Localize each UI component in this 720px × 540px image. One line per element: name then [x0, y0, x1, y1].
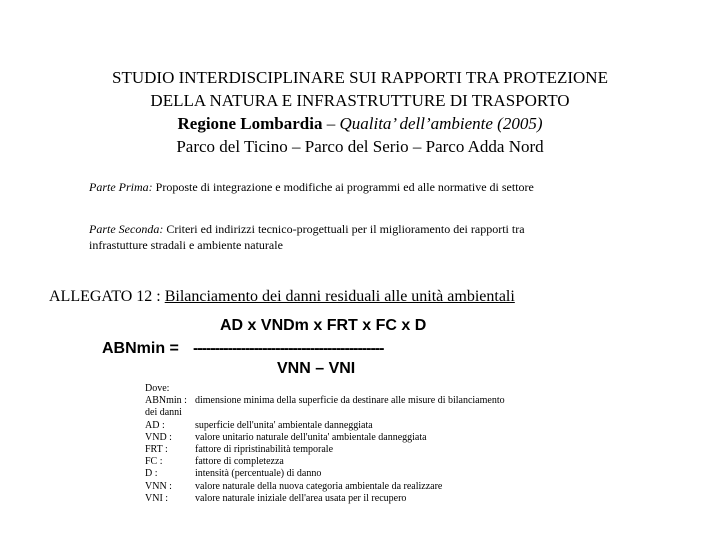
legend-item — [145, 407, 545, 419]
legend-item — [145, 481, 545, 493]
formula-legend — [145, 383, 545, 505]
legend-term: ABNmin : — [145, 395, 187, 407]
legend-term: FC : — [145, 456, 163, 468]
legend-item — [145, 468, 545, 480]
title-line-1: STUDIO INTERDISCIPLINARE SUI RAPPORTI TRA PROTEZIONE — [112, 68, 608, 87]
attachment-prefix: ALLEGATO 12 : — [49, 288, 165, 305]
legend-desc: valore naturale iniziale dell'area usata per il recupero — [195, 492, 407, 504]
title-line-3 — [40, 112, 680, 135]
legend-term: D : — [145, 468, 158, 480]
legend-item — [145, 420, 545, 432]
legend-desc: intensità (percentuale) di danno — [195, 468, 322, 480]
part-two — [89, 221, 569, 253]
legend-desc: fattore di completezza — [195, 456, 284, 468]
legend-item — [145, 493, 545, 505]
legend-item — [145, 456, 545, 468]
legend-item — [145, 432, 545, 444]
title-line-4: Parco del Ticino – Parco del Serio – Parco Adda Nord — [176, 137, 544, 156]
attachment-title: Bilanciamento dei danni residuali alle unità ambientali — [164, 288, 515, 305]
legend-item — [145, 395, 545, 407]
title-line-2: DELLA NATURA E INFRASTRUTTURE DI TRASPORTO — [150, 91, 570, 110]
region-name: Regione Lombardia — [177, 114, 323, 133]
legend-term: VND : — [145, 431, 172, 443]
legend-term: AD : — [145, 419, 165, 431]
formula-lhs: ABNmin = — [102, 340, 179, 357]
legend-term: FRT : — [145, 444, 168, 456]
formula-fraction-bar: -------------------------------------------- — [193, 340, 384, 357]
part-two-label: Parte Seconda: — [89, 222, 164, 236]
part-one — [89, 179, 569, 195]
legend-desc: valore unitario naturale dell'unita' ambientale danneggiata — [195, 431, 427, 443]
part-one-label: Parte Prima: — [89, 180, 153, 194]
part-two-text: Criteri ed indirizzi tecnico-progettuali per il miglioramento dei rapporti tra infrastutture stradali e ambiente naturale — [89, 222, 525, 252]
formula-denominator: VNN – VNI — [277, 360, 356, 377]
title-separator: – — [322, 114, 340, 133]
attachment-heading — [49, 288, 515, 306]
legend-desc: superficie dell'unita' ambientale danneggiata — [195, 419, 373, 431]
legend-desc: dei danni — [145, 407, 182, 419]
legend-item — [145, 444, 545, 456]
formula-numerator: AD x VNDm x FRT x FC x D — [220, 317, 427, 334]
legend-desc: dimensione minima della superficie da destinare alle misure di bilanciamento — [195, 395, 505, 407]
legend-term: VNI : — [145, 492, 169, 504]
legend-desc: fattore di ripristinabilità temporale — [195, 444, 334, 456]
legend-heading: Dove: — [145, 383, 170, 394]
legend-desc: valore naturale della nuova categoria ambientale da realizzare — [195, 480, 443, 492]
legend-term: VNN : — [145, 480, 172, 492]
document-title — [40, 66, 680, 158]
part-one-text: Proposte di integrazione e modifiche ai programmi ed alle normative di settore — [152, 180, 534, 194]
source-reference: Qualita’ dell’ambiente (2005) — [339, 114, 543, 133]
